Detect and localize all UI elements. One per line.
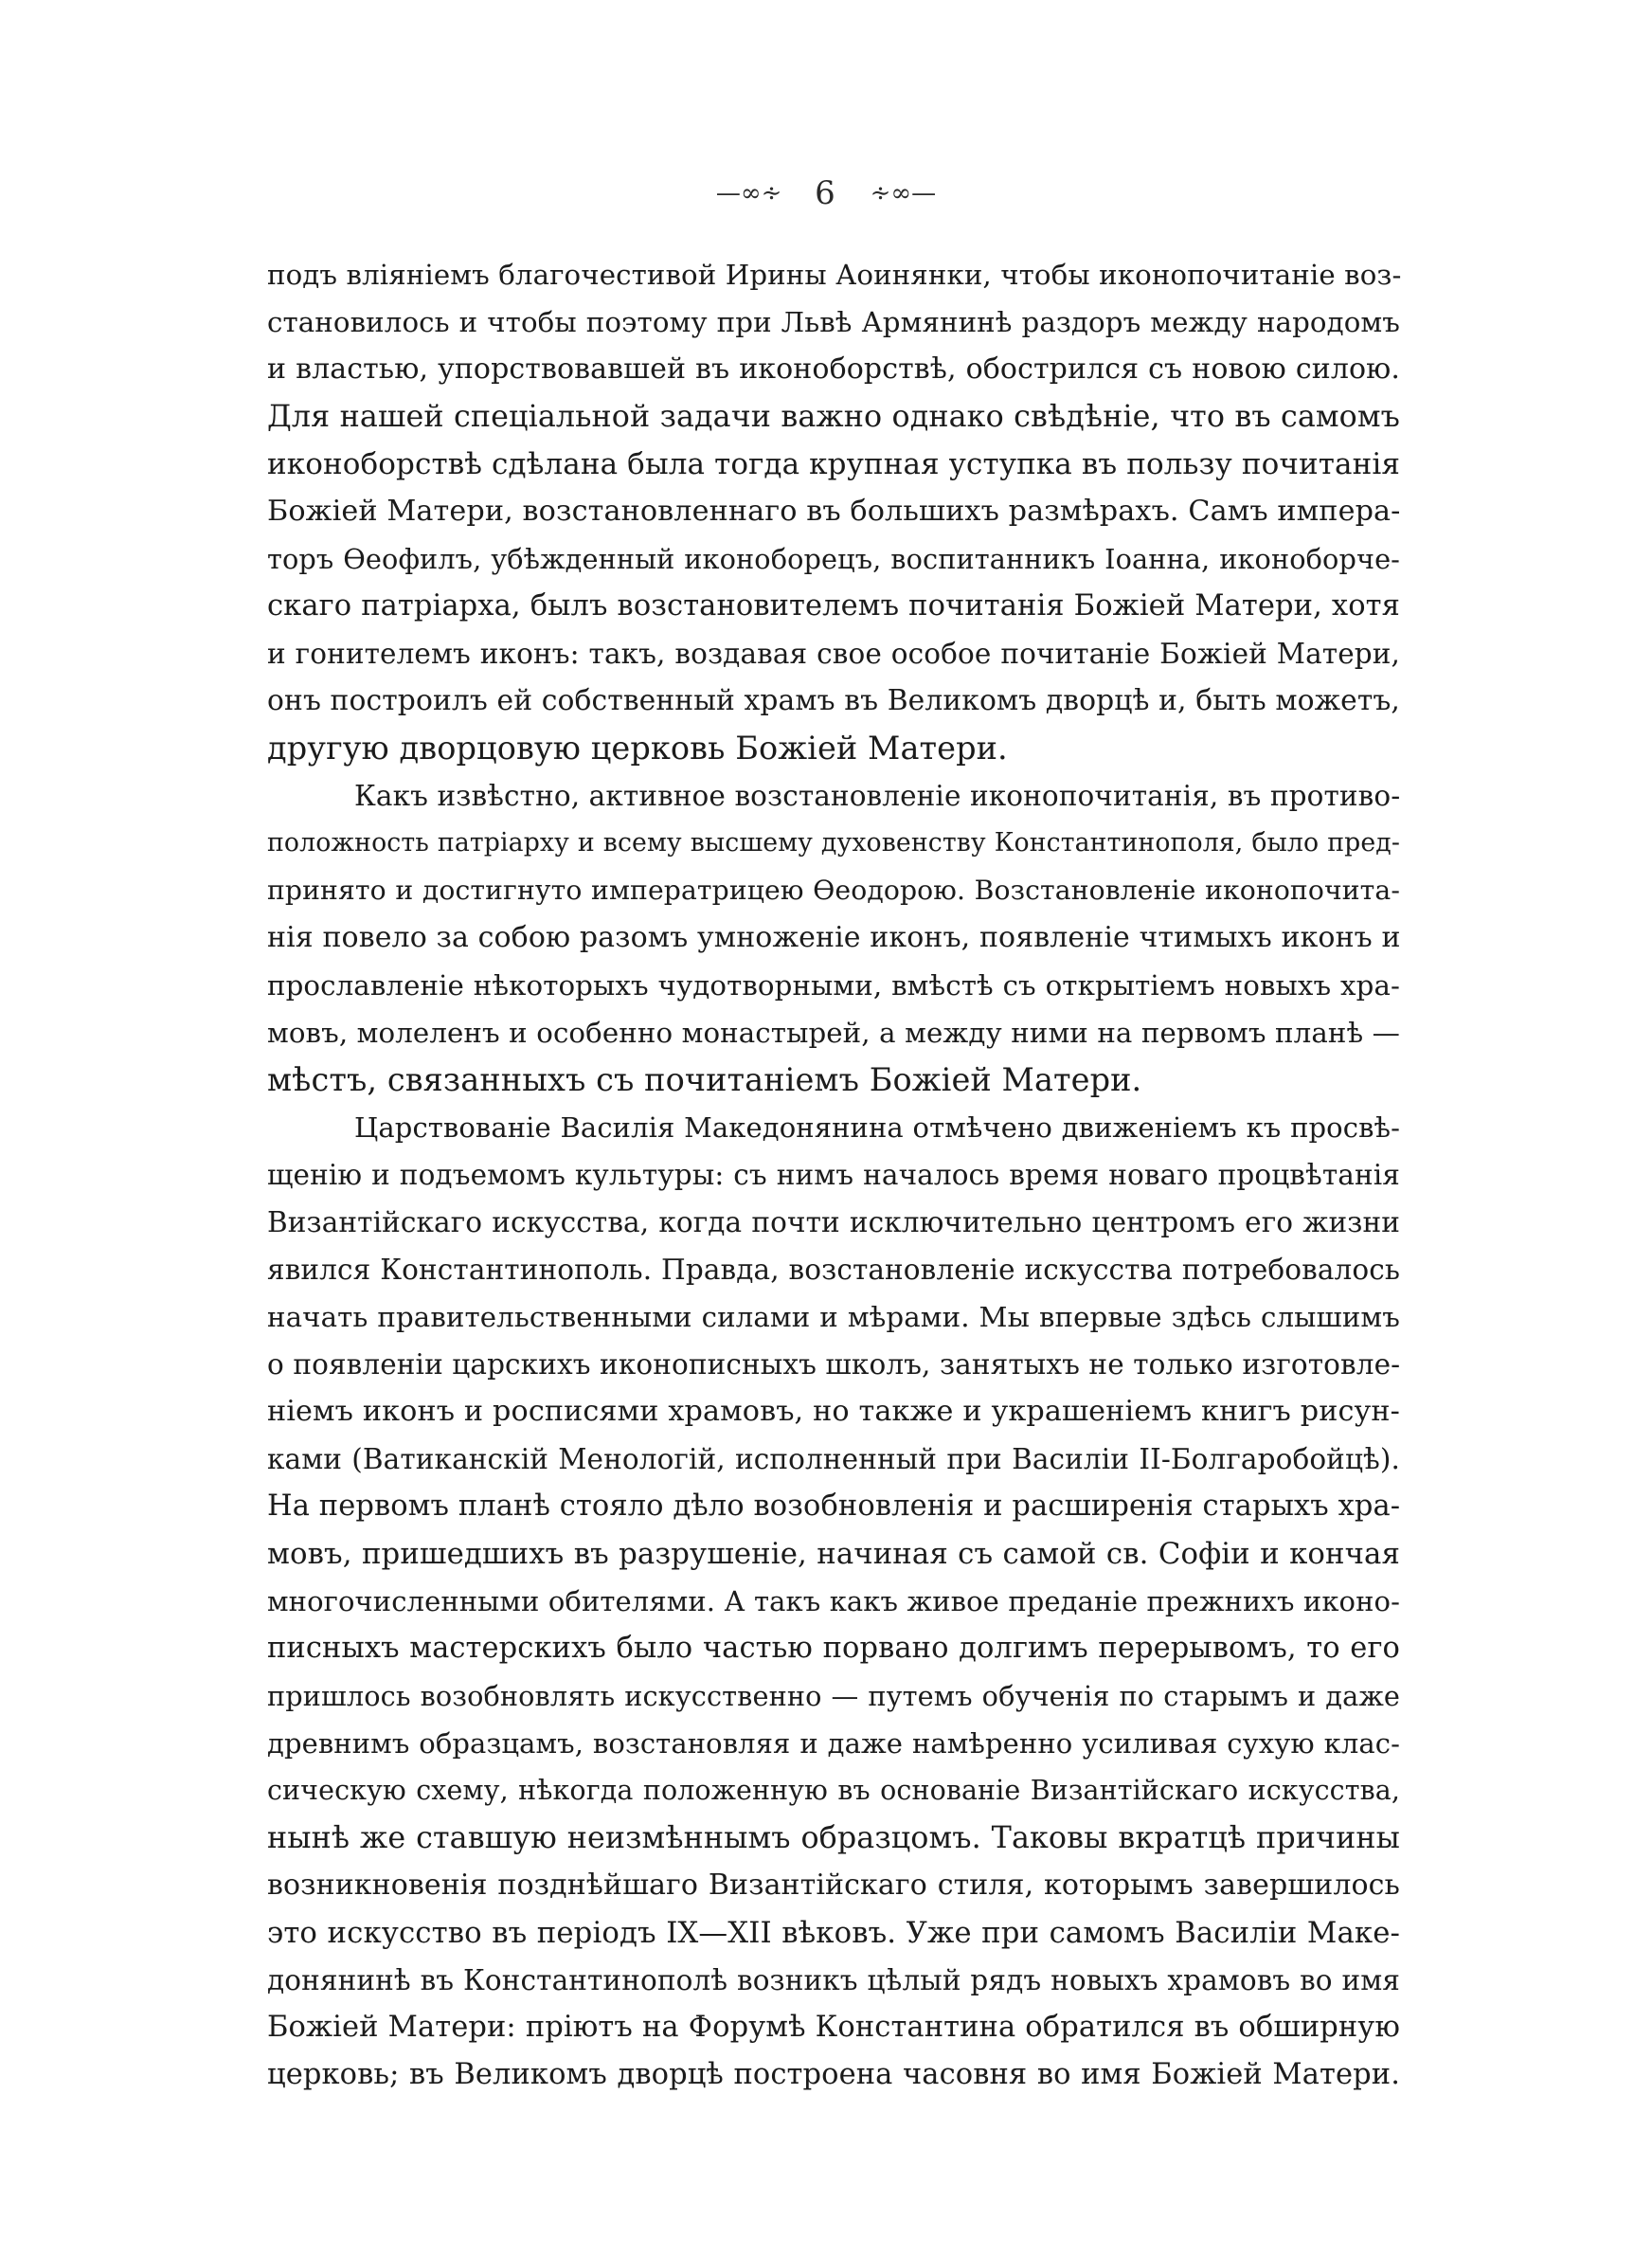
text-line: явился Константинополь. Правда, возстановленіе искусства потребовалось — [267, 1254, 1400, 1286]
text-line: это искусство въ періодъ IX—XII вѣковъ. Уже при самомъ Василіи Маке- — [267, 1916, 1400, 1950]
text-line: Царствованіе Василія Македонянина отмѣчено движеніемъ къ просвѣ- — [354, 1111, 1400, 1144]
text-line: древнимъ образцамъ, возстановляя и даже намѣренно усиливая сухую клас- — [267, 1727, 1400, 1760]
text-line: прославленіе нѣкоторыхъ чудотворными, вмѣстѣ съ открытіемъ новыхъ хра- — [267, 969, 1400, 1002]
text-line: сическую схему, нѣкогда положенную въ основаніе Византійскаго искусства, — [267, 1775, 1400, 1806]
paragraph-3 — [267, 1104, 1400, 2099]
text-line: мовъ, пришедшихъ въ разрушеніе, начиная съ самой св. Софіи и кончая — [267, 1537, 1400, 1571]
text-line: пришлось возобновлять искусственно — путемъ обученія по старымъ и даже — [267, 1680, 1400, 1712]
text-line: Божіей Матери: пріютъ на Форумѣ Константина обратился въ обширную — [267, 2011, 1400, 2044]
text-line: нія повело за собою разомъ умноженіе иконъ, появленіе чтимыхъ иконъ и — [267, 921, 1401, 954]
page-number: 6 — [815, 174, 837, 212]
ornament-left-icon: —∞∻ — [715, 179, 782, 208]
text-line: и гонителемъ иконъ: такъ, воздавая свое особое почитаніе Божіей Матери, — [267, 638, 1400, 670]
text-line: торъ Ѳеофилъ, убѣжденный иконоборецъ, воспитанникъ Іоанна, иконоборче- — [267, 543, 1400, 575]
text-line: скаго патріарха, былъ возстановителемъ почитанія Божіей Матери, хотя — [267, 589, 1400, 623]
text-line: щенію и подъемомъ культуры: съ нимъ началось время новаго процвѣтанія — [267, 1159, 1400, 1191]
text-line: принято и достигнуто императрицею Ѳеодорою. Возстановленіе иконопочита- — [267, 875, 1400, 906]
ornament-right-icon: ∻∞— — [870, 179, 937, 208]
text-line: нынѣ же ставшую неизмѣннымъ образцомъ. Таковы вкратцѣ причины — [267, 1821, 1400, 1855]
text-line: церковь; въ Великомъ дворцѣ построена часовня во имя Божіей Матери. — [267, 2058, 1400, 2091]
text-line: о появленіи царскихъ иконописныхъ школъ, занятыхъ не только изготовле- — [267, 1348, 1401, 1381]
text-line: ніемъ иконъ и росписями храмовъ, но также и украшеніемъ книгъ рисун- — [267, 1395, 1400, 1428]
text-line: донянинѣ въ Константинополѣ возникъ цѣлый рядъ новыхъ храмовъ во имя — [267, 1964, 1400, 1996]
text-line: положность патріарху и всему высшему духовенству Константинополя, было пред- — [267, 828, 1400, 858]
text-line: онъ построилъ ей собственный храмъ въ Великомъ дворцѣ и, быть можетъ, — [267, 684, 1400, 717]
text-line: возникновенія позднѣйшаго Византійскаго стиля, которымъ завершилось — [267, 1869, 1400, 1902]
text-line: многочисленными обителями. А такъ какъ живое преданіе прежнихъ иконо- — [267, 1585, 1400, 1617]
page-header — [0, 172, 1652, 212]
text-line: ками (Ватиканскій Менологій, исполненный при Василіи II-Болгаробойцѣ). — [267, 1443, 1400, 1475]
text-line: и властью, упорствовавшей въ иконоборствѣ, обострился съ новою силою. — [267, 352, 1400, 386]
text-line: Божіей Матери, возстановленнаго въ большихъ размѣрахъ. Самъ импера- — [267, 495, 1401, 528]
paragraph-2 — [267, 772, 1400, 1104]
text-line: мовъ, молеленъ и особенно монастырей, а между ними на первомъ планѣ — — [267, 1017, 1400, 1049]
text-line: Для нашей спеціальной задачи важно однако свѣдѣніе, что въ самомъ — [267, 400, 1400, 434]
body-text — [267, 251, 1400, 2099]
text-line: Какъ извѣстно, активное возстановленіе иконопочитанія, въ противо- — [354, 780, 1401, 812]
paragraph-1 — [267, 251, 1400, 772]
text-line: начать правительственными силами и мѣрами. Мы впервые здѣсь слышимъ — [267, 1301, 1400, 1333]
text-line: становилось и чтобы поэтому при Львѣ Армянинѣ раздоръ между народомъ — [267, 306, 1400, 338]
text-line: другую дворцовую церковь Божіей Матери. — [267, 730, 1008, 767]
text-line: иконоборствѣ сдѣлана была тогда крупная уступка въ пользу почитанія — [267, 447, 1400, 481]
text-line: На первомъ планѣ стояло дѣло возобновленія и расширенія старыхъ хра- — [267, 1490, 1401, 1523]
text-line: мѣстъ, связанныхъ съ почитаніемъ Божіей Матери. — [267, 1061, 1142, 1098]
text-line: писныхъ мастерскихъ было частью порвано долгимъ перерывомъ, то его — [267, 1632, 1400, 1665]
text-line: Византійскаго искусства, когда почти исключительно центромъ его жизни — [267, 1206, 1400, 1238]
text-line: подъ вліяніемъ благочестивой Ирины Аоинянки, чтобы иконопочитаніе воз- — [267, 259, 1402, 291]
